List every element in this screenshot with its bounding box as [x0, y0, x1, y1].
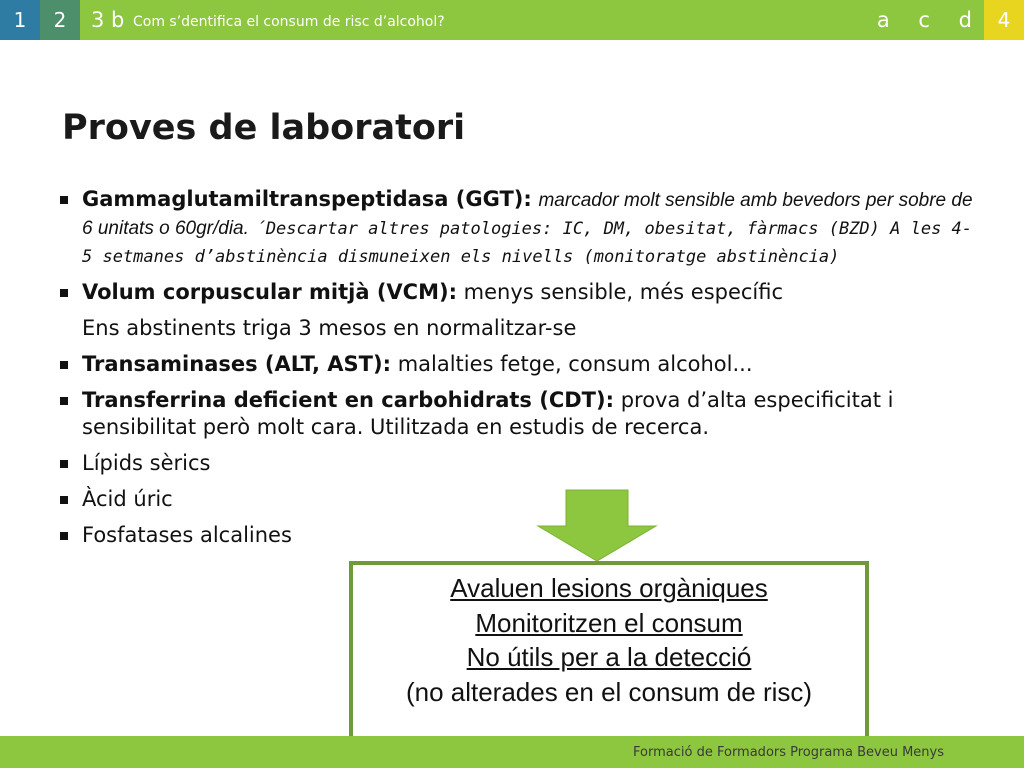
- vcm-label: Volum corpuscular mitjà (VCM):: [82, 280, 457, 304]
- ggt-notes: ´Descartar altres patologies: IC, DM, obesitat, fàrmacs (BZD) A les 4-5 setmanes d’abstinència dismuneixen els nivells (monitoratge abstinència): [82, 219, 973, 267]
- list-item-ggt: [60, 186, 980, 270]
- summary-box: [349, 561, 869, 744]
- top-nav-bar: [0, 0, 1024, 40]
- lipids-label: Lípids sèrics: [82, 451, 211, 475]
- list-item-cdt: [60, 387, 980, 441]
- square-bullet-icon: [60, 496, 68, 504]
- list-item-lipids: [60, 450, 980, 477]
- vcm-description: menys sensible, més específic: [463, 280, 784, 304]
- footer-bar: [0, 736, 1024, 768]
- slide-title: Proves de laboratori: [62, 108, 466, 148]
- footer-text: Formació de Formadors Programa Beveu Menys: [633, 745, 944, 760]
- nav-item-d[interactable]: d: [958, 8, 972, 32]
- nav-item-4[interactable]: 4: [984, 0, 1024, 40]
- summary-line-lesions: Avaluen lesions orgàniques: [450, 573, 768, 603]
- list-item-fosfatases: [60, 522, 980, 549]
- square-bullet-icon: [60, 196, 68, 204]
- fosfatases-label: Fosfatases alcalines: [82, 523, 292, 547]
- acid-uric-label: Àcid úric: [82, 487, 173, 511]
- square-bullet-icon: [60, 289, 68, 297]
- square-bullet-icon: [60, 361, 68, 369]
- summary-line-risk: (no alterades en el consum de risc): [405, 676, 813, 707]
- nav-item-1[interactable]: 1: [0, 0, 40, 40]
- ggt-label: Gammaglutamiltranspeptidasa (GGT):: [82, 187, 532, 211]
- list-item-acid-uric: [60, 486, 980, 513]
- summary-line-monitor: Monitoritzen el consum: [475, 607, 743, 638]
- bullet-list: [60, 186, 980, 558]
- transaminases-description: malalties fetge, consum alcohol...: [397, 352, 753, 376]
- list-item-transaminases: [60, 351, 980, 378]
- nav-section-subtitle: Com s’dentifica el consum de risc d’alcohol?: [133, 14, 445, 30]
- down-arrow-icon: [536, 489, 658, 563]
- square-bullet-icon: [60, 532, 68, 540]
- nav-item-3b[interactable]: 3 b: [91, 8, 125, 32]
- square-bullet-icon: [60, 397, 68, 405]
- nav-subsections: [855, 0, 972, 40]
- transaminases-label: Transaminases (ALT, AST):: [82, 352, 391, 376]
- summary-line-detection: No útils per a la detecció: [466, 642, 752, 672]
- cdt-description: prova d’alta especificitat i sensibilitat però molt cara. Utilitzada en estudis de recerca.: [82, 388, 894, 439]
- ggt-description: marcador molt sensible amb bevedors per sobre de 6 unitats o 60gr/dia.: [82, 190, 973, 239]
- vcm-extra-note: Ens abstinents triga 3 mesos en normalitzar-se: [82, 316, 577, 340]
- list-item-vcm: [60, 279, 980, 306]
- nav-item-a[interactable]: a: [876, 8, 890, 32]
- cdt-label: Transferrina deficient en carbohidrats (CDT):: [82, 388, 615, 412]
- nav-item-2[interactable]: 2: [40, 0, 80, 40]
- square-bullet-icon: [60, 460, 68, 468]
- nav-item-c[interactable]: c: [918, 8, 930, 32]
